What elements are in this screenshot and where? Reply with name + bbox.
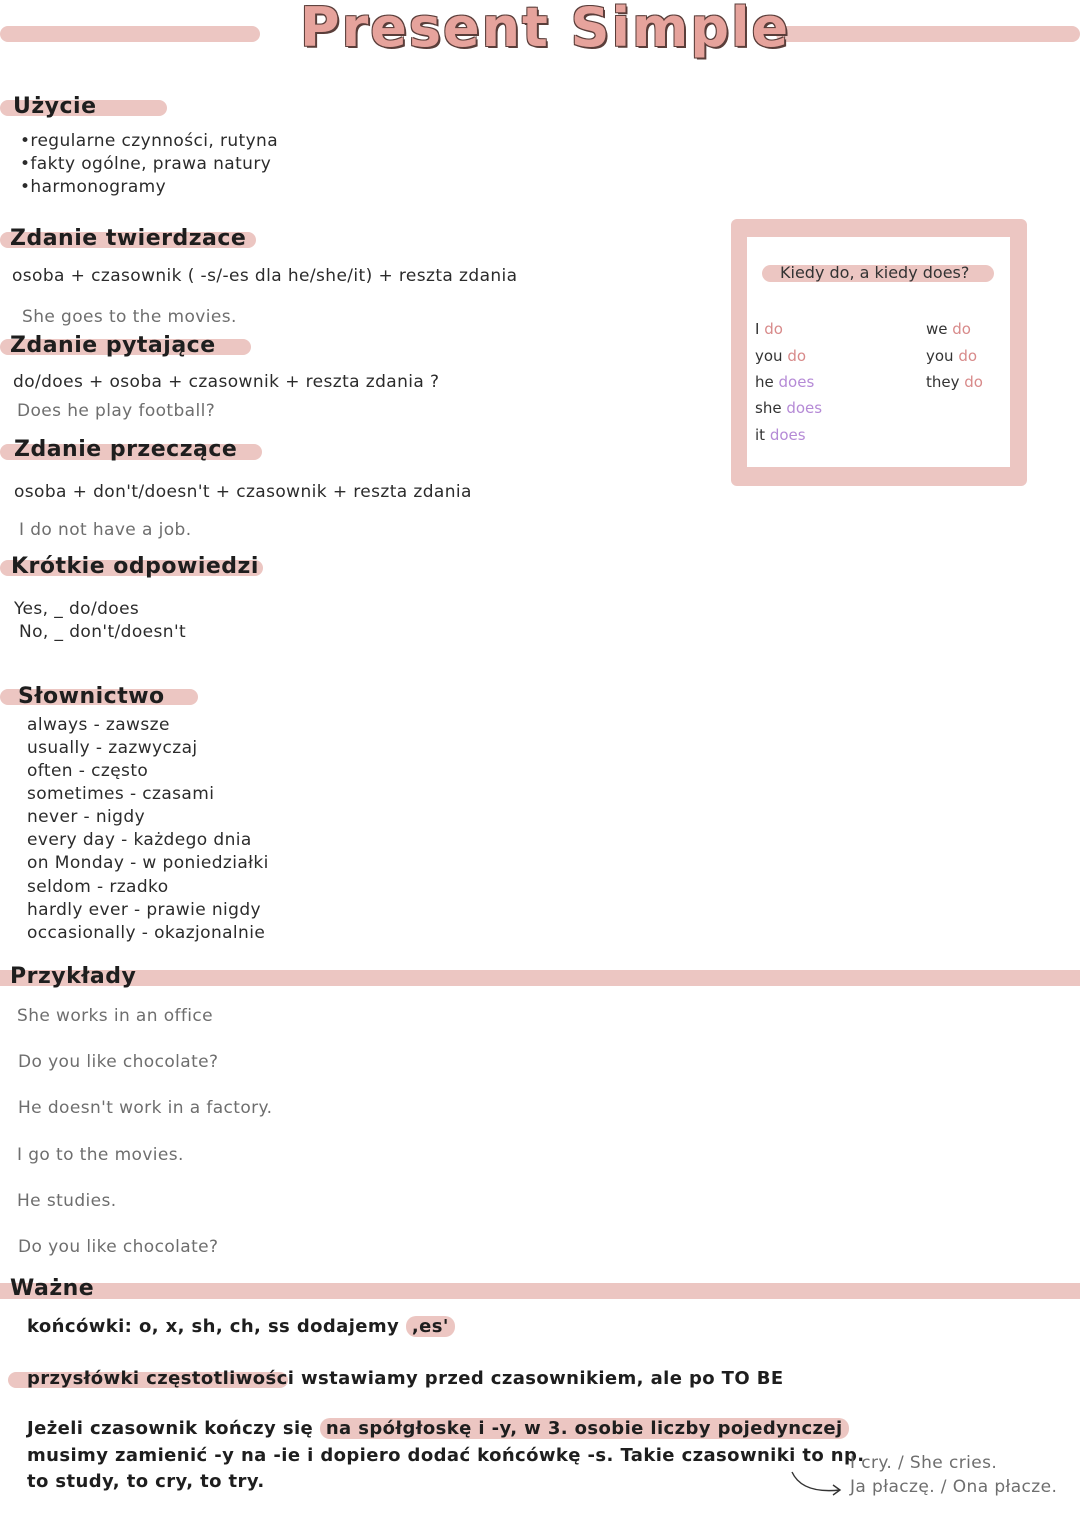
vocabulary-item: sometimes - czasami — [27, 784, 215, 804]
do-does-title: Kiedy do, a kiedy does? — [780, 263, 970, 282]
example-item: He doesn't work in a factory. — [18, 1098, 273, 1118]
vocabulary-item: seldom - rzadko — [27, 877, 169, 897]
usage-item: •harmonogramy — [20, 177, 167, 197]
do-does-row: it does — [755, 426, 806, 444]
vocabulary-item: often - często — [27, 761, 149, 781]
short-answer-yes: Yes, _ do/does — [14, 599, 140, 619]
usage-item: •regularne czynności, rutyna — [20, 131, 279, 151]
rule-adverbs-mark: przysłówki częstotliwości — [27, 1368, 295, 1389]
usage-item: •fakty ogólne, prawa natury — [20, 154, 272, 174]
example-item: She works in an office — [17, 1006, 214, 1026]
short-answer-no: No, _ don't/doesn't — [19, 622, 187, 642]
vocabulary-item: hardly ever - prawie nigdy — [27, 900, 261, 920]
example-item: Do you like chocolate? — [18, 1052, 219, 1072]
important-heading: Ważne — [10, 1276, 95, 1301]
do-does-row: we do — [926, 320, 971, 338]
examples-heading-bar — [0, 970, 1080, 986]
question-example: Does he play football? — [17, 401, 216, 421]
vocabulary-item: always - zawsze — [27, 715, 170, 735]
vocabulary-item: usually - zazwyczaj — [27, 738, 198, 758]
important-rule-endings — [27, 1316, 455, 1337]
negative-formula: osoba + don't/doesn't + czasownik + reszta zdania — [14, 482, 472, 502]
usage-heading: Użycie — [13, 94, 97, 119]
vocabulary-item: every day - każdego dnia — [27, 830, 252, 850]
rule-endings-highlight: ,es' — [406, 1316, 455, 1337]
negative-example: I do not have a job. — [19, 520, 192, 540]
example-item: Do you like chocolate? — [18, 1237, 219, 1257]
affirmative-heading: Zdanie twierdzace — [10, 226, 247, 251]
important-heading-bar — [0, 1283, 1080, 1299]
do-does-row: she does — [755, 399, 823, 417]
question-formula: do/does + osoba + czasownik + reszta zdania ? — [13, 372, 440, 392]
do-does-row: you do — [755, 347, 807, 365]
rule-y-text-a: Jeżeli czasownik kończy się — [27, 1418, 314, 1439]
vocabulary-item: never - nigdy — [27, 807, 146, 827]
important-rule-adverbs — [27, 1368, 784, 1389]
affirmative-example: She goes to the movies. — [22, 307, 237, 327]
do-does-row: they do — [926, 373, 983, 391]
do-does-row: you do — [926, 347, 978, 365]
rule-adverbs-text: wstawiamy przed czasownikiem, ale po TO BE — [300, 1368, 784, 1389]
page-title: Present Simple — [300, 0, 791, 59]
curved-arrow-icon — [788, 1468, 848, 1498]
do-does-row: he does — [755, 373, 815, 391]
examples-heading: Przykłady — [10, 964, 137, 989]
negative-heading: Zdanie przeczące — [14, 437, 238, 462]
short-answers-heading: Krótkie odpowiedzi — [11, 554, 259, 579]
vocabulary-heading: Słownictwo — [18, 684, 165, 709]
vocabulary-item: occasionally - okazjonalnie — [27, 923, 266, 943]
question-heading: Zdanie pytające — [10, 333, 216, 358]
example-item: He studies. — [17, 1191, 117, 1211]
example-item: I go to the movies. — [17, 1145, 184, 1165]
vocabulary-item: on Monday - w poniedziałki — [27, 853, 269, 873]
do-does-row: I do — [755, 320, 783, 338]
title-bar-right — [776, 26, 1080, 42]
rule-y-highlight: na spółgłoskę i -y, w 3. osobie liczby pojedynczej — [320, 1418, 849, 1439]
note-example-pl: Ja płaczę. / Ona płacze. — [850, 1477, 1058, 1497]
important-rule-y — [27, 1418, 849, 1439]
title-bar-left — [0, 26, 260, 42]
affirmative-formula: osoba + czasownik ( -s/-es dla he/she/it) + reszta zdania — [12, 266, 518, 286]
note-example-en: I cry. / She cries. — [850, 1453, 998, 1473]
rule-endings-text: końcówki: o, x, sh, ch, ss dodajemy — [27, 1316, 400, 1337]
important-rule-y-line3: to study, to cry, to try. — [27, 1471, 265, 1492]
important-rule-y-line2: musimy zamienić -y na -ie i dopiero dodać końcówkę -s. Takie czasowniki to np. — [27, 1445, 865, 1466]
